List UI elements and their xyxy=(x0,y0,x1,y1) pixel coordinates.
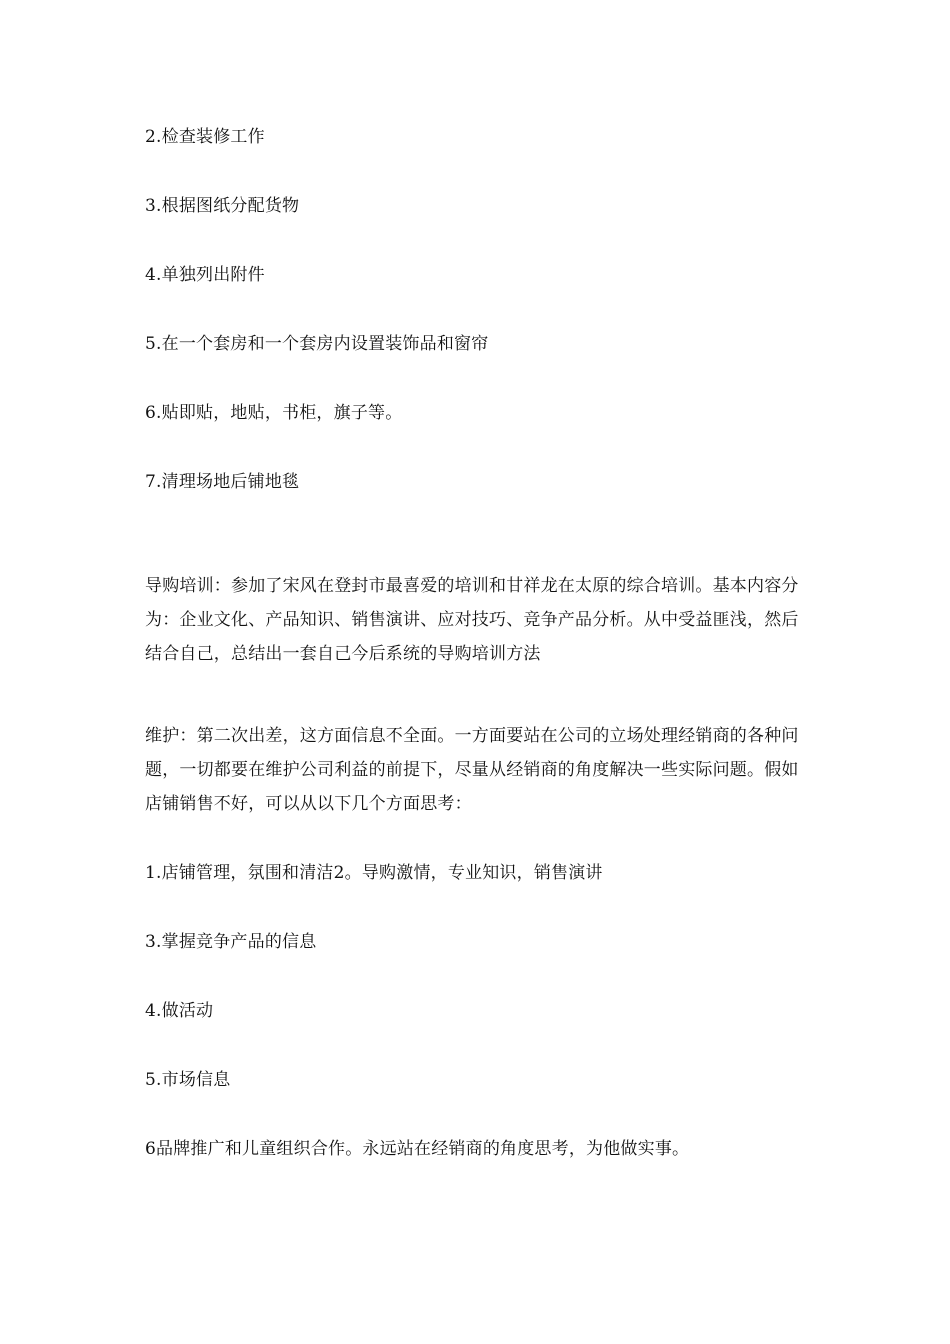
paragraph-training: 导购培训：参加了宋风在登封市最喜爱的培训和甘祥龙在太原的综合培训。基本内容分为：企业文化、产品知识、销售演讲、应对技巧、竞争产品分析。从中受益匪浅，然后结合自己，总结出一套自己今后系统的导购培训方法 xyxy=(145,576,799,664)
list-item: 6.贴即贴，地贴，书柜，旗子等。 xyxy=(145,403,403,423)
list-item: 4.单独列出附件 xyxy=(145,265,265,285)
paragraph-maintenance: 维护：第二次出差，这方面信息不全面。一方面要站在公司的立场处理经销商的各种问题，一切都要在维护公司利益的前提下，尽量从经销商的角度解决一些实际问题。假如店铺销售不好，可以从以下几个方面思考： xyxy=(145,726,799,814)
list-item: 5.市场信息 xyxy=(145,1070,231,1090)
list-item: 4.做活动 xyxy=(145,1001,214,1021)
list-item: 6品牌推广和儿童组织合作。永远站在经销商的角度思考，为他做实事。 xyxy=(145,1139,690,1159)
list-item: 5.在一个套房和一个套房内设置装饰品和窗帘 xyxy=(145,334,489,354)
list-item: 3.根据图纸分配货物 xyxy=(145,196,300,216)
list-item: 2.检查装修工作 xyxy=(145,127,265,147)
list-item: 3.掌握竞争产品的信息 xyxy=(145,932,317,952)
list-item: 1.店铺管理，氛围和清洁2。导购激情，专业知识，销售演讲 xyxy=(145,863,603,883)
list-item: 7.清理场地后铺地毯 xyxy=(145,472,300,492)
